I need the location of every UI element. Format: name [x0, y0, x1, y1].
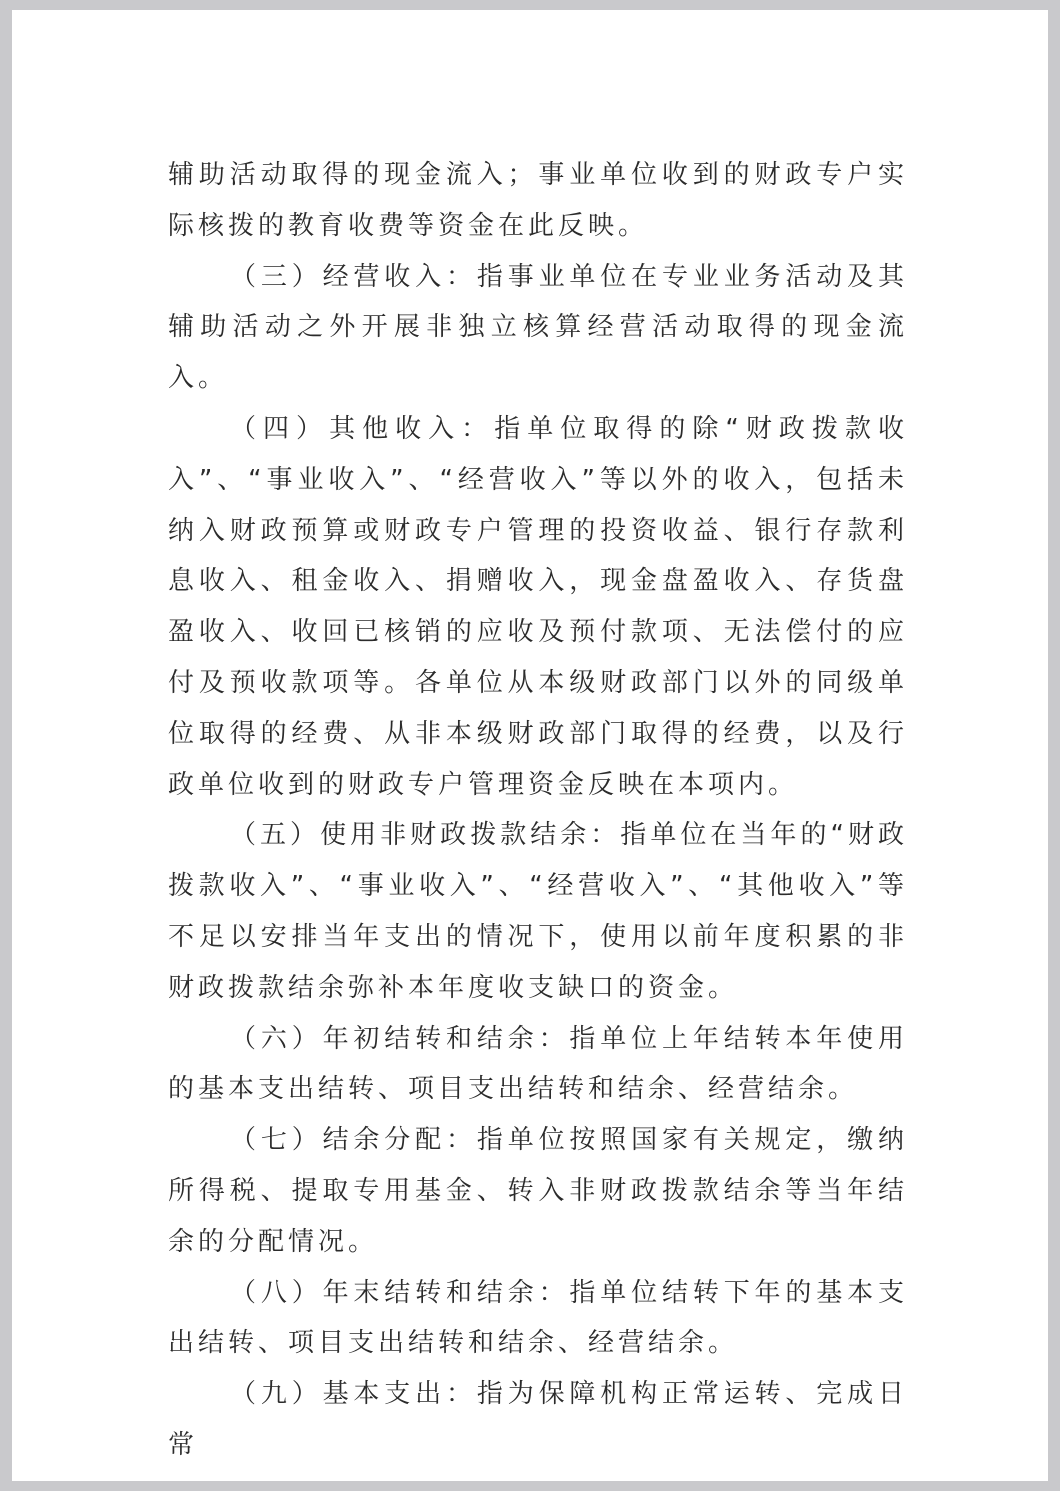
paragraph-surplus-distribution: （七）结余分配：指单位按照国家有关规定，缴纳所得税、提取专用基金、转入非财政拨款结余等当年结余的分配情况。 — [168, 1125, 908, 1257]
paragraph-continuation: 辅助活动取得的现金流入；事业单位收到的财政专户实际核拨的教育收费等资金在此反映。 — [168, 160, 908, 241]
paragraph-basic-expenditure: （九）基本支出：指为保障机构正常运转、完成日常 — [168, 1379, 908, 1460]
paragraph-operating-income: （三）经营收入：指事业单位在专业业务活动及其辅助活动之外开展非独立核算经营活动取得的现金流入。 — [168, 261, 908, 394]
paragraph-non-fiscal-balance: （五）使用非财政拨款结余：指单位在当年的“财政拨款收入”、“事业收入”、“经营收入”、“其他收入”等不足以安排当年支出的情况下，使用以前年度积累的非财政拨款结余弥补本年度收支缺口的资金。 — [168, 820, 908, 1003]
document-page — [12, 10, 1048, 1481]
document-body — [168, 150, 908, 1471]
paragraph-opening-balance: （六）年初结转和结余：指单位上年结转本年使用的基本支出结转、项目支出结转和结余、经营结余。 — [168, 1023, 908, 1105]
paragraph-closing-balance: （八）年末结转和结余：指单位结转下年的基本支出结转、项目支出结转和结余、经营结余。 — [168, 1277, 908, 1359]
paragraph-other-income: （四）其他收入：指单位取得的除“财政拨款收入”、“事业收入”、“经营收入”等以外的收入，包括未纳入财政预算或财政专户管理的投资收益、银行存款利息收入、租金收入、捐赠收入，现金盘盈收入、存货盘盈收入、收回已核销的应收及预付款项、无法偿付的应付及预收款项等。各单位从本级财政部门以外的同级单位取得的经费、从非本级财政部门取得的经费，以及行政单位收到的财政专户管理资金反映在本项内。 — [168, 413, 908, 800]
